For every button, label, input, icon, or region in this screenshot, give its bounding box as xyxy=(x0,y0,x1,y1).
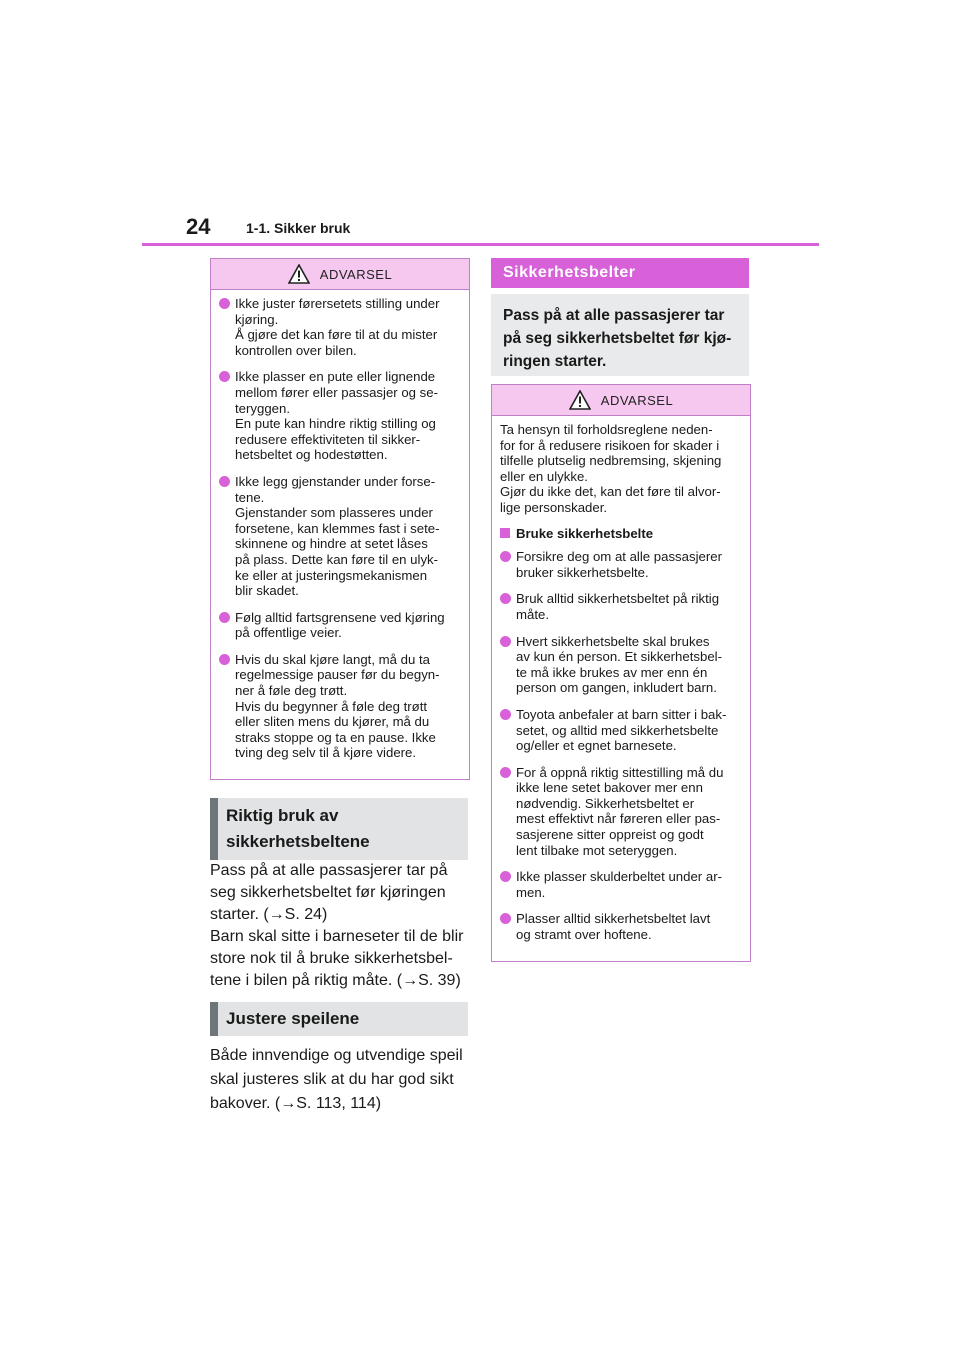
warning-triangle-icon xyxy=(288,264,310,284)
bullet-icon xyxy=(500,593,511,604)
warning-item xyxy=(219,652,459,761)
bullet-icon xyxy=(500,913,511,924)
header-divider xyxy=(142,243,819,246)
warning-item-text: Ikke plasser en pute eller lignende mellom fører eller passasjer og se- teryggen. En pute kan hindre riktig stilling og redusere effektiviteten til sikker- hetsbeltet og hodestøtten. xyxy=(235,369,439,463)
warning-item-text: Ikke legg gjenstander under forse- tene. Gjenstander som plasseres under forsetene, kan klemmes fast i sete- skinnene og hindre at setet låses på plass. Dette kan føre til en ulyk- ke eller at justeringsmekanismen blir skadet. xyxy=(235,473,440,599)
chapter-title: 1-1. Sikker bruk xyxy=(246,220,351,236)
warning-item xyxy=(219,474,459,599)
warning-item xyxy=(500,707,740,754)
warning-title: ADVARSEL xyxy=(600,392,674,408)
bullet-icon xyxy=(500,871,511,882)
warning-item xyxy=(500,634,740,696)
warning-item-text: Hvis du skal kjøre langt, må du ta regelmessige pauser før du begyn- ner å føle deg trøtt. Hvis du begynner å føle deg trøtt eller sliten mens du kjører, må du straks stoppe og ta en pause. Ikke tving deg selv til å kjøre videre. xyxy=(235,651,440,761)
section-heading-riktig-bruk: Riktig bruk av sikkerhetsbeltene xyxy=(210,798,468,860)
bullet-icon xyxy=(500,551,511,562)
warning-item-text: Bruk alltid sikkerhetsbeltet på riktig måte. xyxy=(516,591,720,622)
warning-item-text: Hvert sikkerhetsbelte skal brukes av kun én person. Et sikkerhetsbel- te må ikke brukes av mer enn én person om gangen, inkludert barn. xyxy=(516,633,722,696)
bullet-icon xyxy=(219,298,230,309)
square-bullet-icon xyxy=(500,528,510,538)
warning-item xyxy=(500,591,740,622)
warning-item-text: Ikke juster førersetets stilling under kjøring. Å gjøre det kan føre til at du mister kontrollen over bilen. xyxy=(235,296,440,358)
bullet-icon xyxy=(219,371,230,382)
section-heading-justere-speilene: Justere speilene xyxy=(210,1002,468,1036)
page-number: 24 xyxy=(186,214,211,239)
warning-triangle-icon xyxy=(569,390,591,410)
bullet-icon xyxy=(219,476,230,487)
warning-item xyxy=(500,549,740,580)
warning-item xyxy=(219,296,459,358)
bullet-icon xyxy=(219,612,230,623)
warning-subheading xyxy=(500,526,740,542)
bullet-icon xyxy=(500,709,511,720)
bullet-icon xyxy=(500,767,511,778)
bullet-icon xyxy=(219,654,230,665)
section-lead-text: Pass på at alle passasjerer tar på seg sikkerhetsbeltet før kjø- ringen starter. xyxy=(491,294,749,376)
section-text-riktig-bruk: Pass på at alle passasjerer tar på seg sikkerhetsbeltet før kjøringen starter. (→S. 24) Barn skal sitte i barneseter til de blir store nok til å bruke sikkerhetsbel- tene i bilen på riktig måte. (→S. 39) xyxy=(210,862,464,989)
warning-intro: Ta hensyn til forholdsreglene neden- for for å redusere risikoen for skader i tilfelle plutselig nedbremsing, skjening eller en ulykke. Gjør du ikke det, kan det føre til alvor- lige personskader. xyxy=(500,422,722,515)
warning-item-text: Ikke plasser skulderbeltet under ar- men. xyxy=(516,869,722,900)
warning-item xyxy=(500,869,740,900)
warning-item xyxy=(219,369,459,463)
section-heading-sikkerhetsbelter: Sikkerhetsbelter xyxy=(491,258,749,288)
warning-item xyxy=(500,911,740,942)
warning-header xyxy=(211,259,469,290)
bullet-icon xyxy=(500,636,511,647)
warning-body xyxy=(492,416,750,951)
warning-item xyxy=(500,765,740,859)
left-warning-box xyxy=(210,258,470,780)
warning-header xyxy=(492,385,750,416)
section-text-justere-speilene: Både innvendige og utvendige speil skal justeres slik at du har god sikt bakover. (→S. 113, 114) xyxy=(210,1047,463,1112)
warning-item-text: Toyota anbefaler at barn sitter i bak- setet, og alltid med sikkerhetsbelte og/eller et egnet barnesete. xyxy=(516,706,727,754)
warning-subheading-text: Bruke sikkerhetsbelte xyxy=(516,525,654,541)
warning-item-text: Plasser alltid sikkerhetsbeltet lavt og stramt over hoftene. xyxy=(516,911,711,943)
warning-item-text: For å oppnå riktig sittestilling må du ikke lene setet bakover mer enn nødvendig. Sikkerhetsbeltet er mest effektivt når føreren eller pas- sasjerene sitter oppreist og godt lent tilbake mot seteryggen. xyxy=(516,764,724,858)
warning-item-text: Følg alltid fartsgrensene ved kjøring på offentlige veier. xyxy=(235,609,445,641)
warning-item xyxy=(219,610,459,641)
warning-title: ADVARSEL xyxy=(319,266,393,282)
warning-body xyxy=(211,290,469,769)
right-warning-box xyxy=(491,384,751,962)
warning-item-text: Forsikre deg om at alle passasjerer bruker sikkerhetsbelte. xyxy=(516,549,722,580)
